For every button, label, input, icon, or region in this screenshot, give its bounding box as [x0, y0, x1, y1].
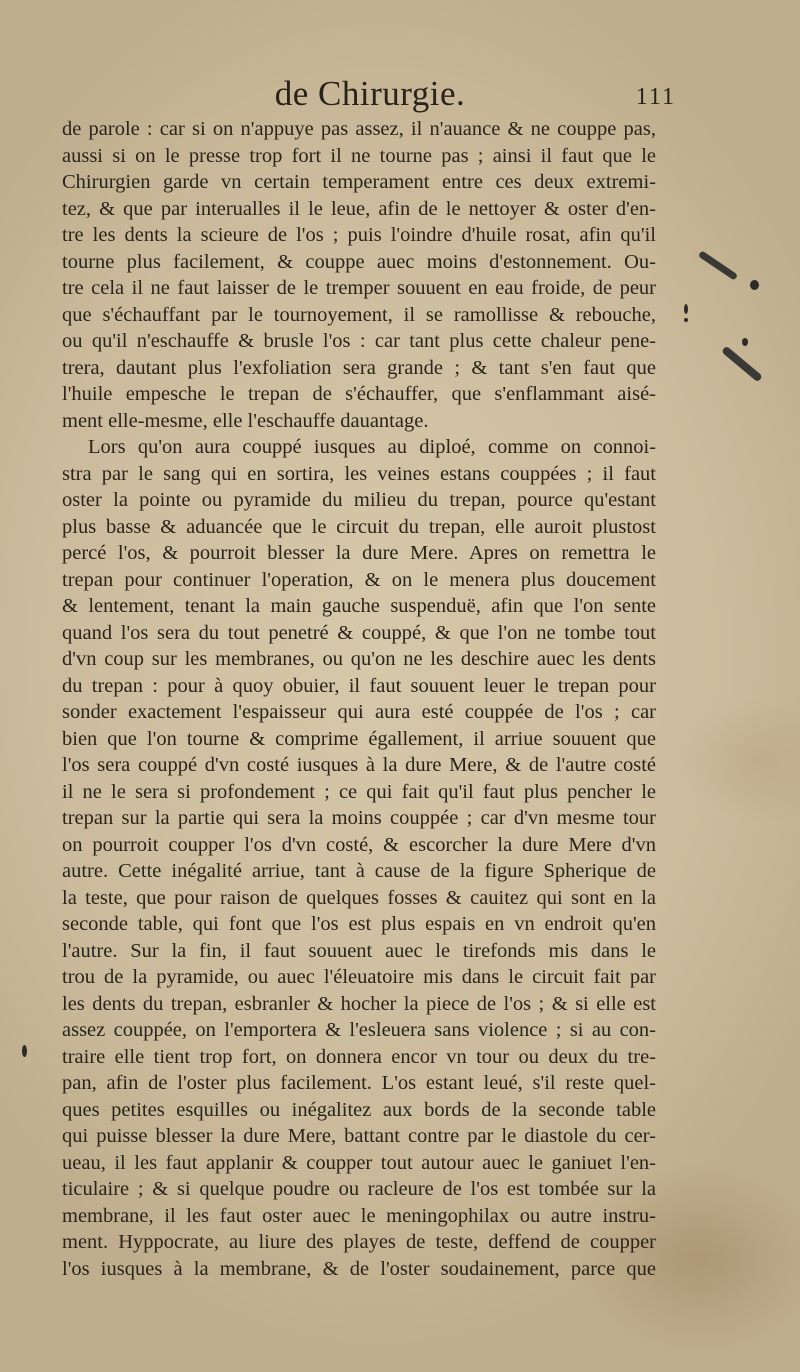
- text-line: trepan sur la partie qui sera la moins couppée ; car d'vn mesme tour: [62, 807, 656, 829]
- text-line: trou de la pyramide, ou auec l'éleuatoire mis dans le circuit fait par: [62, 966, 656, 988]
- text-line: tre cela il ne faut laisser de le tremper souuent en eau froide, de peur: [62, 277, 656, 299]
- text-line: l'autre. Sur la fin, il faut souuent auec le tirefonds mis dans le: [62, 939, 656, 962]
- text-line: trera, dautant plus l'exfoliation sera grande ; & tant s'en faut que: [62, 356, 656, 379]
- text-line: du trepan : pour à quoy obuier, il faut souuent leuer le trepan pour: [62, 674, 656, 697]
- text-line: ment elle-mesme, elle l'eschauffe dauantage.: [62, 409, 429, 432]
- text-line: plus basse & aduancée que le circuit du trepan, elle auroit plustost: [62, 515, 656, 538]
- text-line: l'huile empesche le trepan de s'échauffer, que s'enflammant aisé-: [62, 383, 656, 405]
- text-line: seconde table, qui font que l'os est plus espais en vn endroit qu'en: [62, 913, 656, 935]
- text-line: trepan pour continuer l'operation, & on le menera plus doucement: [62, 568, 656, 591]
- text-line: pan, afin de l'oster plus facilement. L'os estant leué, s'il reste quel-: [62, 1072, 656, 1094]
- body-text: [62, 116, 656, 1282]
- text-line: l'os iusques à la membrane, & de l'oster soudainement, parce que: [62, 1257, 656, 1280]
- text-line: d'vn coup sur les membranes, ou qu'on ne les deschire auec les dents: [62, 648, 656, 670]
- text-line: traire elle tient trop fort, on donnera encor vn tour ou deux du tre-: [62, 1045, 656, 1068]
- text-line: oster la pointe ou pyramide du milieu du trepan, pource qu'estant: [62, 489, 656, 511]
- text-line: ment. Hyppocrate, au liure des playes de teste, deffend de coupper: [62, 1231, 656, 1253]
- text-line: Chirurgien garde vn certain temperament entre ces deux extremi-: [62, 171, 656, 193]
- page-number: 111: [635, 84, 676, 110]
- text-line: ques petites esquilles ou inégalitez aux bords de la seconde table: [62, 1098, 656, 1121]
- text-line: aussi si on le presse trop fort il ne tourne pas ; ainsi il faut que le: [62, 144, 656, 167]
- text-line: on pourroit coupper l'os d'vn costé, & escorcher la dure Mere d'vn: [62, 833, 656, 856]
- text-line: qui puisse blesser la dure Mere, battant contre par le diastole du cer-: [62, 1125, 656, 1147]
- text-line: de parole : car si on n'appuye pas assez, il n'auance & ne couppe pas,: [62, 118, 656, 140]
- text-line: tourne plus facilement, & couppe auec moins d'estonnement. Ou-: [62, 250, 656, 273]
- text-line: tre les dents la scieure de l'os ; puis l'oindre d'huile rosat, afin qu'il: [62, 224, 656, 246]
- text-line: ou qu'il n'eschauffe & brusle l'os : car tant plus cette chaleur pene-: [62, 330, 656, 352]
- text-line: sonder exactement l'espaisseur qui aura esté couppée de l'os ; car: [62, 701, 656, 723]
- running-title: de Chirurgie.: [274, 74, 466, 113]
- text-line: que s'échauffant par le tournoyement, il se ramollisse & rebouche,: [62, 303, 656, 326]
- text-line: assez couppée, on l'emportera & l'esleuera sans violence ; si au con-: [62, 1019, 656, 1041]
- text-line: il ne le sera si profondement ; ce qui fait qu'il faut plus pencher le: [62, 780, 656, 803]
- text-line: ueau, il les faut applanir & coupper tout autour auec le ganiuet l'en-: [62, 1151, 656, 1174]
- text-line: autre. Cette inégalité arriue, tant à cause de la figure Spherique de: [62, 860, 656, 882]
- text-line: bien que l'on tourne & comprime égallement, il arriue souuent que: [62, 727, 656, 750]
- text-line: la teste, que pour raison de quelques fosses & cauitez qui sont en la: [62, 886, 656, 909]
- text-line: l'os sera couppé d'vn costé iusques à la dure Mere, & de l'autre costé: [62, 754, 656, 776]
- text-line: tez, & que par interualles il le leue, afin de le nettoyer & oster d'en-: [62, 197, 656, 220]
- text-line: percé l'os, & pourroit blesser la dure Mere. Apres on remettra le: [62, 542, 656, 564]
- text-line: quand l'os sera du tout penetré & couppé, & que l'on ne tombe tout: [62, 621, 656, 644]
- margin-ink-marks: [690, 248, 780, 388]
- text-line: & lentement, tenant la main gauche suspenduë, afin que l'on sente: [62, 595, 656, 617]
- text-line: les dents du trepan, esbranler & hocher la piece de l'os ; & si elle est: [62, 992, 656, 1015]
- text-line: membrane, il les faut oster auec le meningophilax ou autre instru-: [62, 1204, 656, 1227]
- paragraph-start-line: Lors qu'on aura couppé iusques au diploé, comme on connoi-: [88, 436, 656, 458]
- text-line: ticulaire ; & si quelque poudre ou racleure de l'os est tombée sur la: [62, 1178, 656, 1200]
- text-line: stra par le sang qui en sortira, les veines estans couppées ; il faut: [62, 462, 656, 485]
- left-margin-ink-mark: [20, 1043, 30, 1063]
